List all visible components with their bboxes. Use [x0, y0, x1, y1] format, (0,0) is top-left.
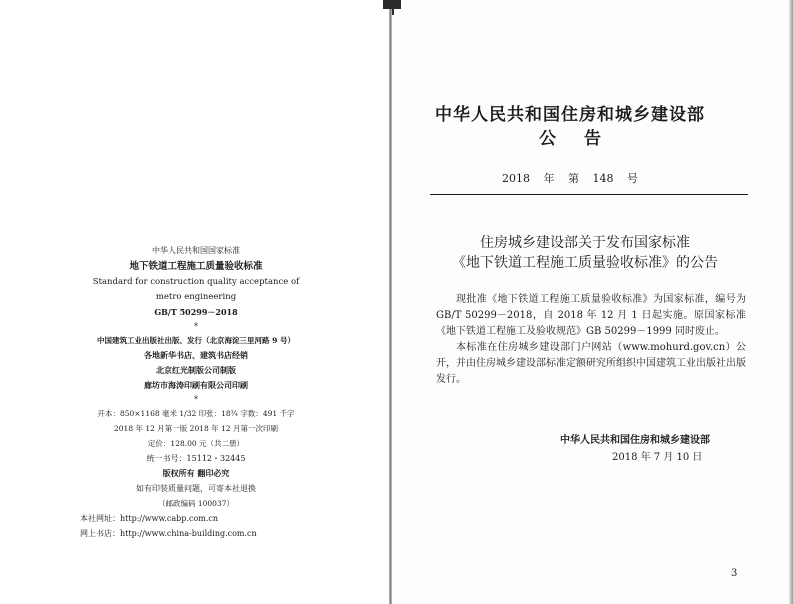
website-url: http://www.cabp.com.cn [120, 514, 219, 523]
standard-code: GB/T 50299－2018 [154, 307, 238, 317]
horizontal-rule [430, 194, 748, 195]
page-edge-shadow [789, 0, 793, 604]
separator-star-2: * [194, 395, 198, 404]
announcement-headline [410, 233, 760, 273]
bookstore-line [60, 526, 332, 541]
headline-line2: 《地下铁道工程施工质量验收标准》的公告 [452, 255, 718, 271]
english-title-line1: Standard for construction quality acceptance of [92, 277, 300, 287]
isbn-line: 统一书号：15112・32445 [146, 454, 246, 463]
body-paragraph-2: 本标准在住房城乡建设部门户网站（www.mohurd.gov.cn）公开，并由住房城乡建设部标准定额研究所组织中国建筑工业出版社出版发行。 [436, 342, 746, 385]
website-line [60, 511, 332, 526]
body-paragraph-1: 现批准《地下铁道工程施工质量验收标准》为国家标准，编号为 GB/T 50299－2018，自 2018 年 12 月 1 日起实施。原国家标准《地下铁道工程施工及验收规范》GB 50299－1999 同时废止。 [436, 294, 746, 337]
distributor-line: 各地新华书店、建筑书店经销 [144, 350, 248, 360]
ministry-title: 中华人民共和国住房和城乡建设部 [435, 105, 705, 125]
bookstore-label: 网上书店： [80, 529, 120, 538]
printer-line: 廊坊市海涛印刷有限公司印刷 [144, 380, 248, 390]
signatory: 中华人民共和国住房和城乡建设部 [560, 435, 710, 446]
edition-line: 2018 年 12 月第一版 2018 年 12 月第一次印刷 [114, 424, 278, 433]
signature-date: 2018 年 7 月 10 日 [612, 452, 703, 463]
separator-star: * [194, 322, 198, 331]
binding-mark [383, 0, 401, 9]
series-label: 中华人民共和国国家标准 [152, 246, 240, 255]
announcement-body [436, 292, 746, 388]
typesetter-line: 北京红光制版公司制版 [156, 365, 236, 375]
price-line: 定价：128.00 元（共二册） [147, 439, 245, 448]
publisher-line: 中国建筑工业出版社出版、发行（北京海淀三里河路 9 号） [97, 336, 295, 345]
headline-line1: 住房城乡建设部关于发布国家标准 [480, 235, 690, 251]
english-title-line2: metro engineering [155, 292, 237, 302]
standard-title: 地下铁道工程施工质量验收标准 [129, 261, 263, 272]
postcode-line: （邮政编码 100037） [157, 499, 234, 508]
binding-mark-tip [392, 9, 394, 15]
notice-heading: 公告 [539, 129, 629, 149]
page-number: 3 [731, 568, 738, 579]
return-note: 如有印装质量问题，可寄本社退换 [136, 484, 256, 493]
website-label: 本社网址： [80, 514, 120, 523]
format-line: 开本：850×1168 毫米 1/32 印张：18¾ 字数：491 千字 [97, 409, 295, 418]
rights-line: 版权所有 翻印必究 [162, 468, 230, 478]
issue-number: 2018 年 第 148 号 [502, 172, 638, 185]
colophon [60, 243, 332, 541]
book-spine-shadow [389, 0, 392, 604]
bookstore-url: http://www.china-building.com.cn [120, 529, 257, 538]
